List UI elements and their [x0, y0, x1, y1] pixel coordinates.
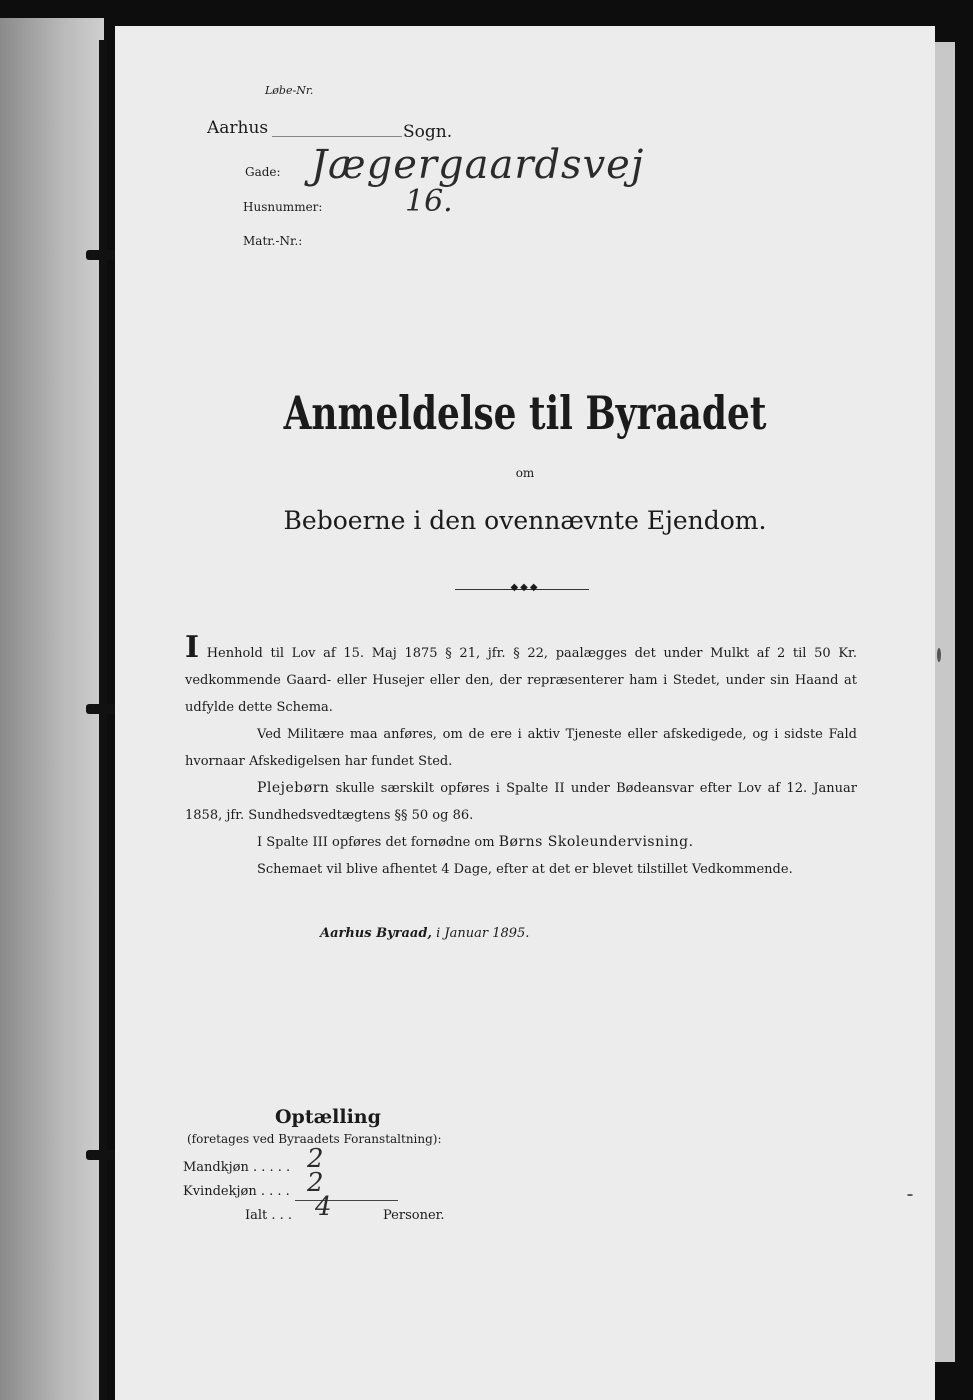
male-value: 2: [307, 1144, 324, 1174]
issuer: Aarhus Byraad,: [320, 926, 432, 941]
page-subtitle: Beboerne i den ovennævnte Ejendom.: [283, 506, 767, 535]
persons-label: Personer.: [383, 1208, 445, 1223]
paper-mark: [937, 648, 941, 662]
city-label: Aarhus: [207, 118, 269, 138]
connector-om: om: [515, 466, 535, 480]
count-title: Optælling: [275, 1106, 381, 1128]
total-label: Ialt . . .: [245, 1208, 293, 1223]
paragraph-schooling: I Spalte III opføres det fornødne om Børns Skoleundervisning.: [257, 834, 694, 850]
female-label: Kvindekjøn . . . .: [183, 1184, 290, 1199]
form-page: [115, 26, 935, 1400]
parish-fill-line: [272, 136, 402, 137]
issue-date: i Januar 1895.: [436, 926, 530, 941]
instructions: [185, 630, 857, 883]
lobe-nr-label: Løbe-Nr.: [265, 84, 314, 97]
count-note: (foretages ved Byraadets Foranstaltning):: [187, 1132, 442, 1146]
street-label: Gade:: [245, 165, 281, 179]
matr-label: Matr.-Nr.:: [243, 234, 303, 248]
paper-mark: [907, 1194, 913, 1196]
binding-strip: [99, 40, 107, 1400]
signature-line: [320, 926, 529, 941]
paragraph-foster-children: Plejebørn skulle særskilt opføres i Spalte II under Bødeansvar efter Lov af 12. Januar 1858, jfr. Sundhedsvedtægtens §§ 50 og 86.: [185, 780, 857, 823]
house-number-label: Husnummer:: [243, 200, 323, 214]
drop-cap: I: [185, 630, 200, 665]
ornament-diamond-icon: ◆◆◆: [510, 582, 540, 593]
sum-line: [295, 1200, 398, 1201]
paragraph-collection: Schemaet vil blive afhentet 4 Dage, efter at det er blevet tilstillet Vedkommende.: [257, 862, 793, 877]
page-title: Anmeldelse til Byraadet: [283, 386, 767, 440]
male-label: Mandkjøn . . . . .: [183, 1160, 291, 1175]
street-value: Jægergaardsvej: [311, 142, 645, 188]
paragraph-military: Ved Militære maa anføres, om de ere i aktiv Tjeneste eller afskedigede, og i sidste Fald hvornaar Afskedigelsen har fundet Sted.: [185, 727, 857, 769]
parish-label: Sogn.: [403, 122, 453, 142]
paragraph-law: I Henhold til Lov af 15. Maj 1875 § 21, jfr. § 22, paalægges det under Mulkt af 2 til 50 Kr. vedkommende Gaard- eller Husejer eller den, der repræsenterer ham i Stedet, under sin Haand at udfylde dette Schema.: [185, 630, 857, 715]
total-value: 4: [315, 1192, 332, 1222]
house-number-value: 16.: [405, 184, 453, 219]
female-value: 2: [307, 1168, 324, 1198]
